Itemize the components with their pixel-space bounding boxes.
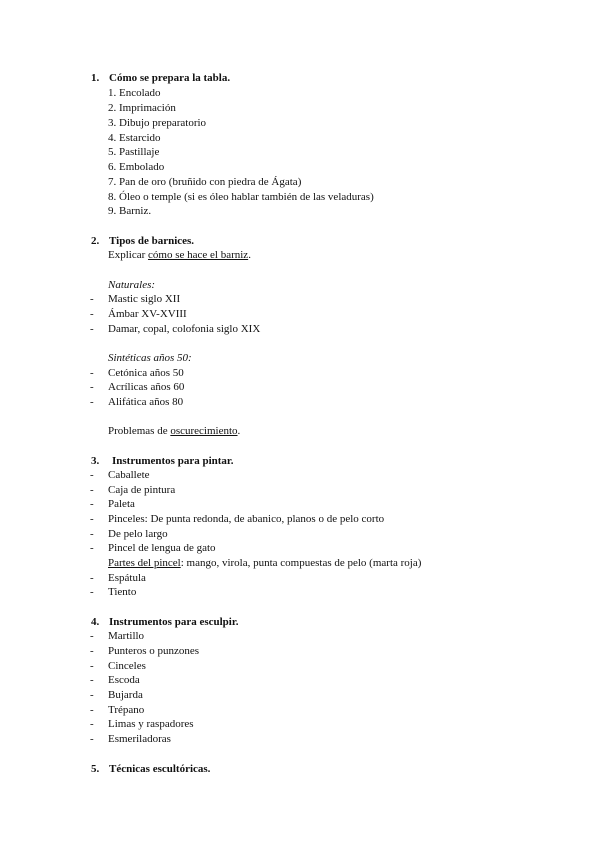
sinteticas-label: Sintéticas años 50: — [108, 352, 192, 364]
bullet-dash: - — [90, 733, 94, 745]
parts-text: : mango, virola, punta compuestas de pelo (marta roja) — [180, 557, 422, 569]
section-2-intro — [108, 248, 251, 262]
section-1-title: Cómo se prepara la tabla. — [109, 72, 231, 84]
bullet-dash: - — [90, 528, 94, 540]
list-item: Alifática años 80 — [108, 396, 184, 408]
section-5-title: Técnicas escultóricas. — [109, 763, 211, 775]
list-item: Espátula — [108, 572, 146, 584]
problem-prefix: Problemas de — [108, 425, 171, 437]
parts-link[interactable]: Partes del pincel — [108, 557, 181, 569]
step-item: 3. Dibujo preparatorio — [108, 117, 207, 129]
intro-link[interactable]: cómo se hace el barniz — [148, 249, 249, 261]
naturales-label: Naturales: — [108, 279, 156, 291]
list-item: Damar, copal, colofonia siglo XIX — [108, 323, 261, 335]
list-item: Bujarda — [108, 689, 143, 701]
list-item: De pelo largo — [108, 528, 168, 540]
intro-prefix: Explicar — [108, 249, 149, 261]
bullet-dash: - — [90, 704, 94, 716]
list-item: Tiento — [108, 586, 137, 598]
step-item: 6. Embolado — [108, 161, 165, 173]
bullet-dash: - — [90, 308, 94, 320]
section-4-number: 4. — [91, 616, 100, 628]
bullet-dash: - — [90, 381, 94, 393]
bullet-dash: - — [90, 630, 94, 642]
bullet-dash: - — [90, 396, 94, 408]
problem-link[interactable]: oscurecimiento — [170, 425, 238, 437]
list-item: Caja de pintura — [108, 484, 176, 496]
section-1-number: 1. — [91, 72, 100, 84]
list-item: Limas y raspadores — [108, 718, 194, 730]
step-item: 8. Óleo o temple (si es óleo hablar también de las veladuras) — [108, 191, 374, 203]
list-item: Punteros o punzones — [108, 645, 200, 657]
step-item: 5. Pastillaje — [108, 146, 160, 158]
bullet-dash: - — [90, 674, 94, 686]
intro-suffix: . — [248, 249, 251, 261]
bullet-dash: - — [90, 469, 94, 481]
list-item: Mastic siglo XII — [108, 293, 181, 305]
section-4-title: Instrumentos para esculpir. — [109, 616, 239, 628]
list-item: Escoda — [108, 674, 140, 686]
list-item: Acrílicas años 60 — [108, 381, 185, 393]
step-item: 2. Imprimación — [108, 102, 176, 114]
step-item: 4. Estarcido — [108, 132, 161, 144]
list-item: Ámbar XV-XVIII — [108, 308, 187, 320]
step-item: 7. Pan de oro (bruñido con piedra de Ágata) — [108, 176, 302, 188]
list-item: Cinceles — [108, 660, 146, 672]
section-3-title: Instrumentos para pintar. — [112, 455, 234, 467]
bullet-dash: - — [90, 572, 94, 584]
bullet-dash: - — [90, 367, 94, 379]
bullet-dash: - — [90, 323, 94, 335]
list-item: Pinceles: De punta redonda, de abanico, planos o de pelo corto — [108, 513, 385, 525]
bullet-dash: - — [90, 498, 94, 510]
section-5-number: 5. — [91, 763, 100, 775]
section-2-number: 2. — [91, 235, 100, 247]
list-item: Martillo — [108, 630, 145, 642]
bullet-dash: - — [90, 660, 94, 672]
bullet-dash: - — [90, 718, 94, 730]
bullet-dash: - — [90, 542, 94, 554]
list-item: Caballete — [108, 469, 150, 481]
list-item: Esmeriladoras — [108, 733, 171, 745]
problem-suffix: . — [237, 425, 241, 437]
bullet-dash: - — [90, 513, 94, 525]
bullet-dash: - — [90, 645, 94, 657]
step-item: 9. Barniz. — [108, 205, 152, 217]
bullet-dash: - — [90, 484, 94, 496]
parts-line — [108, 556, 421, 570]
section-2-title: Tipos de barnices. — [109, 235, 195, 247]
list-item: Cetónica años 50 — [108, 367, 184, 379]
bullet-dash: - — [90, 293, 94, 305]
section-3-number: 3. — [91, 455, 100, 467]
list-item: Pincel de lengua de gato — [108, 542, 216, 554]
list-item: Paleta — [108, 498, 135, 510]
bullet-dash: - — [90, 689, 94, 701]
problems-line — [108, 424, 240, 438]
step-item: 1. Encolado — [108, 87, 161, 99]
bullet-dash: - — [90, 586, 94, 598]
list-item: Trépano — [108, 704, 145, 716]
